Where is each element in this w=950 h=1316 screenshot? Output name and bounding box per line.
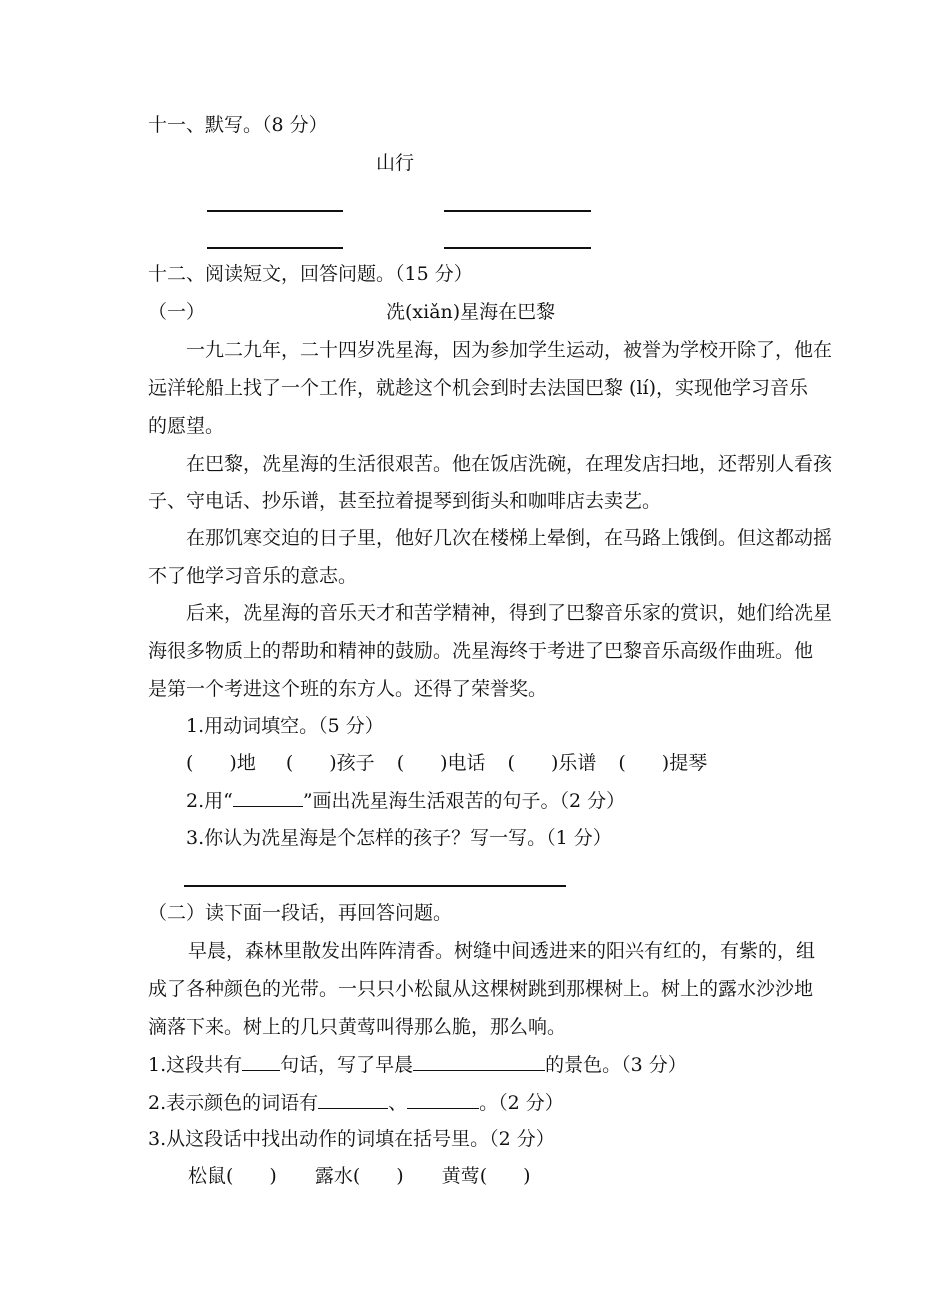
passage-2-line: 成了各种颜色的光带。一只只小松鼠从这棵树跳到那棵树上。树上的露水沙沙地: [148, 978, 814, 1000]
question-2-1: 1.这段共有 句话，写了早晨 的景色。（3 分）: [148, 1054, 687, 1076]
color-word-blank-1[interactable]: [318, 1090, 388, 1109]
part-2-label: （二）读下面一段话，再回答问题。: [148, 902, 453, 924]
poem-title: 山行: [376, 152, 415, 174]
passage-1-line: 在巴黎，冼星海的生活很艰苦。他在饭店洗碗，在理发店扫地，还帮别人看孩: [186, 453, 833, 475]
verb-fill-open[interactable]: (: [507, 752, 515, 774]
question-1-1: 1.用动词填空。（5 分）: [186, 715, 384, 737]
action-fill-close[interactable]: ): [523, 1165, 531, 1187]
action-fill-row: [188, 1164, 531, 1188]
verb-fill-noun: )地: [229, 752, 256, 774]
action-fill-close[interactable]: ): [269, 1165, 277, 1187]
question-2-3: 3.从这段话中找出动作的词填在括号里。（2 分）: [148, 1128, 555, 1150]
verb-fill-row: [186, 751, 707, 775]
poem-answer-line-4[interactable]: [444, 247, 591, 249]
q3-answer-line[interactable]: [184, 885, 566, 887]
passage-1-line: 一九二九年，二十四岁冼星海，因为参加学生运动，被誉为学校开除了，他在: [186, 339, 833, 361]
action-fill-subject: 黄莺(: [441, 1165, 488, 1187]
poem-answer-line-3[interactable]: [207, 247, 343, 249]
section-11-heading: 十一、默写。（8 分）: [148, 114, 328, 136]
verb-fill-noun: )乐谱: [550, 752, 597, 774]
passage-1-line: 的愿望。: [148, 415, 225, 437]
verb-fill-open[interactable]: (: [186, 752, 194, 774]
question-1-2: 2.用“ ”画出冼星海生活艰苦的句子。（2 分）: [186, 790, 626, 812]
passage-1-title: 冼(xiǎn)星海在巴黎: [386, 301, 556, 323]
underline-sample-blank: [233, 788, 303, 807]
verb-fill-open[interactable]: (: [285, 752, 294, 774]
section-12-heading: 十二、阅读短文，回答问题。（15 分）: [148, 263, 473, 285]
action-fill-close[interactable]: ): [396, 1165, 404, 1187]
part-1-label: （一）: [148, 301, 206, 323]
sentence-count-blank[interactable]: [242, 1052, 280, 1071]
verb-fill-noun: )提琴: [661, 752, 708, 774]
passage-1-line: 子、守电话、抄乐谱，甚至拉着提琴到街头和咖啡店去卖艺。: [148, 490, 662, 512]
passage-1-line: 是第一个考进这个班的东方人。还得了荣誉奖。: [148, 678, 548, 700]
verb-fill-noun: )电话: [440, 752, 486, 774]
question-2-2: 2.表示颜色的词语有 、 。（2 分）: [148, 1092, 564, 1114]
poem-answer-line-2[interactable]: [444, 210, 591, 212]
passage-1-line: 海很多物质上的帮助和精神的鼓励。冼星海终于考进了巴黎音乐高级作曲班。他: [148, 640, 814, 662]
poem-answer-line-1[interactable]: [207, 210, 343, 212]
verb-fill-noun: )孩子: [329, 752, 375, 774]
action-fill-subject: 露水(: [314, 1165, 361, 1187]
scene-blank[interactable]: [413, 1052, 545, 1071]
verb-fill-open[interactable]: (: [618, 752, 626, 774]
color-word-blank-2[interactable]: [407, 1090, 479, 1109]
passage-2-line: 早晨，森林里散发出阵阵清香。树缝中间透进来的阳兴有红的，有紫的，组: [188, 940, 816, 962]
action-fill-subject: 松鼠(: [188, 1165, 234, 1187]
passage-2-line: 滴落下来。树上的几只黄莺叫得那么脆，那么响。: [148, 1016, 567, 1038]
passage-1-line: 不了他学习音乐的意志。: [148, 565, 358, 587]
passage-1-line: 远洋轮船上找了一个工作，就趁这个机会到时去法国巴黎 (lí)，实现他学习音乐: [148, 377, 809, 399]
question-1-3: 3.你认为冼星海是个怎样的孩子？写一写。（1 分）: [186, 827, 612, 849]
verb-fill-open[interactable]: (: [396, 752, 405, 774]
passage-1-line: 在那饥寒交迫的日子里，他好几次在楼梯上晕倒，在马路上饿倒。但这都动摇: [186, 527, 833, 549]
passage-1-line: 后来，冼星海的音乐天才和苦学精神，得到了巴黎音乐家的赏识，她们给冼星: [186, 602, 833, 624]
